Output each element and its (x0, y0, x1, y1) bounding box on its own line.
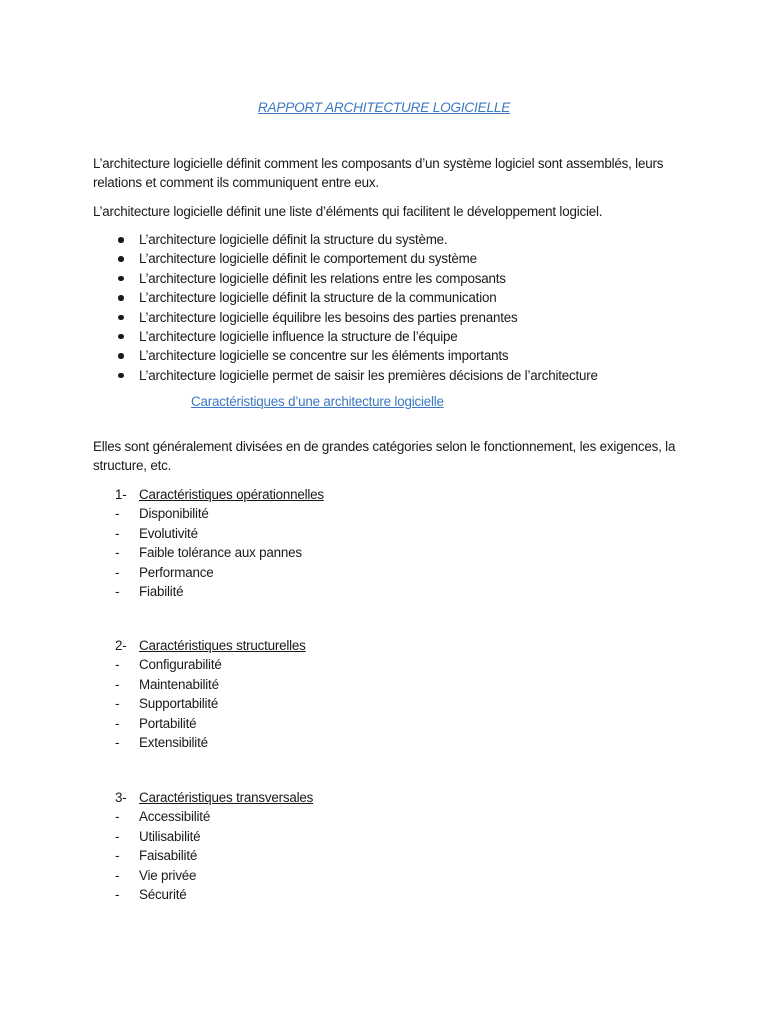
list-item-text: Extensibilité (139, 734, 208, 750)
dash-marker: - (115, 828, 120, 844)
list-item (113, 524, 324, 543)
list-item-text: Maintenabilité (139, 676, 219, 692)
list-item (113, 582, 324, 601)
list-item (93, 288, 598, 307)
list-item (113, 807, 313, 826)
list-item (113, 714, 306, 733)
group-heading: Caractéristiques opérationnelles (139, 487, 324, 502)
list-item (93, 249, 598, 268)
list-item-text: L’architecture logicielle équilibre les besoins des parties prenantes (139, 309, 518, 325)
group-heading: Caractéristiques structurelles (139, 638, 306, 653)
bullet-icon (118, 256, 124, 262)
intro-paragraph-1: L’architecture logicielle définit comment les composants d’un système logiciel sont assemblés, leurs relations et comment ils communiquent entre eux. (93, 156, 664, 190)
list-item-text: Utilisabilité (139, 828, 201, 844)
list-item (93, 366, 598, 385)
dash-marker: - (115, 525, 120, 541)
group-heading: Caractéristiques transversales (139, 790, 314, 805)
bullet-list (93, 230, 598, 385)
list-item-text: Portabilité (139, 715, 197, 731)
list-item-text: Disponibilité (139, 506, 209, 522)
list-item-text: L’architecture logicielle se concentre sur les éléments importants (139, 348, 509, 364)
dash-marker: - (115, 506, 120, 522)
document-title: RAPPORT ARCHITECTURE LOGICIELLE (257, 100, 511, 115)
dash-marker: - (115, 715, 120, 731)
list-item-text: Vie privée (139, 867, 197, 883)
group-heading-row (113, 788, 313, 807)
category-group-structural (113, 636, 306, 752)
list-item (93, 346, 598, 365)
categories-paragraph: Elles sont généralement divisées en de grandes catégories selon le fonctionnement, les exigences, la structure, etc. (93, 439, 676, 473)
list-item (93, 327, 598, 346)
group-heading-row (113, 485, 324, 504)
list-item-text: Accessibilité (139, 809, 211, 825)
list-item-text: Evolutivité (139, 525, 198, 541)
group-heading-row (113, 636, 306, 655)
list-item (113, 827, 313, 846)
list-item (93, 269, 598, 288)
group-number: 1- (115, 487, 127, 502)
dash-marker: - (115, 848, 120, 864)
list-item-text: Faible tolérance aux pannes (139, 545, 302, 561)
list-item (93, 308, 598, 327)
section-subheading: Caractéristiques d’une architecture logicielle (191, 394, 444, 409)
list-item (113, 846, 313, 865)
list-item (113, 563, 324, 582)
list-item-text: L’architecture logicielle définit le comportement du système (139, 251, 477, 267)
bullet-icon (118, 237, 124, 243)
list-item-text: L’architecture logicielle définit les relations entre les composants (139, 270, 506, 286)
intro-paragraph-2: L’architecture logicielle définit une liste d’éléments qui facilitent le développement logiciel. (93, 204, 603, 219)
list-item-text: Fiabilité (139, 583, 184, 599)
bullet-icon (118, 373, 124, 379)
list-item (113, 694, 306, 713)
list-item (113, 655, 306, 674)
list-item (113, 543, 324, 562)
list-item-text: L’architecture logicielle définit la structure du système. (139, 232, 448, 247)
bullet-icon (118, 276, 124, 282)
bullet-icon (118, 334, 124, 340)
dash-marker: - (115, 657, 120, 673)
list-item-text: Supportabilité (139, 696, 219, 712)
list-item (93, 230, 598, 249)
list-item-text: L’architecture logicielle définit la structure de la communication (139, 290, 497, 306)
group-number: 3- (115, 790, 127, 805)
dash-marker: - (115, 696, 120, 712)
group-number: 2- (115, 638, 127, 653)
list-item-text: Configurabilité (139, 657, 222, 673)
list-item-text: L’architecture logicielle influence la structure de l’équipe (139, 328, 458, 344)
bullet-icon (118, 353, 124, 359)
list-item-text: Performance (139, 564, 214, 580)
bullet-icon (118, 315, 124, 321)
dash-marker: - (115, 583, 120, 599)
dash-marker: - (115, 564, 120, 580)
bullet-icon (118, 295, 124, 301)
list-item (113, 885, 313, 904)
list-item-text: Faisabilité (139, 848, 198, 864)
dash-marker: - (115, 886, 120, 902)
dash-marker: - (115, 545, 120, 561)
list-item (113, 733, 306, 752)
list-item (113, 675, 306, 694)
dash-marker: - (115, 867, 120, 883)
dash-marker: - (115, 676, 120, 692)
list-item-text: Sécurité (139, 886, 187, 902)
list-item (113, 866, 313, 885)
list-item (113, 504, 324, 523)
category-group-operational (113, 485, 324, 601)
list-item-text: L’architecture logicielle permet de saisir les premières décisions de l’architecture (139, 367, 598, 383)
dash-marker: - (115, 809, 120, 825)
category-group-transversal (113, 788, 313, 904)
dash-marker: - (115, 734, 120, 750)
